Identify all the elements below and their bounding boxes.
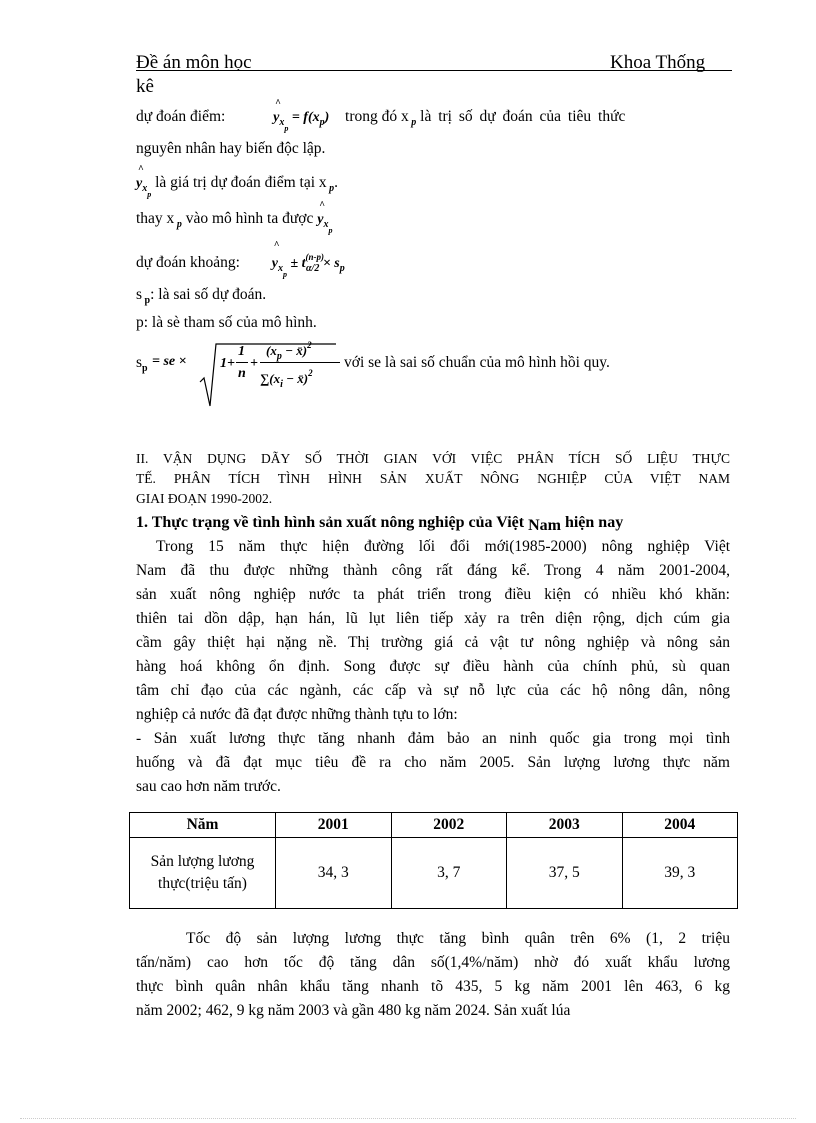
formula-text: trong đó x <box>345 108 409 125</box>
paragraph-3-line-3: thực bình quân nhân khẩu tăng nhanh tõ 435, 5 kg năm 2001 lên 463, 6 kg <box>136 978 730 995</box>
formula-y-hat: ^ $y_{x_p}$ <box>136 176 151 199</box>
table-cell: 3, 7 <box>391 838 507 909</box>
production-table <box>129 812 738 909</box>
paragraph-1-line-4: thiên tai dồn dập, hạn hán, lũ lụt liên tiếp xảy ra trên diện rộng, dịch cúm gia <box>136 610 730 627</box>
formula-text: là trị số dự đoán của tiêu thức <box>420 108 626 125</box>
formula-text: : là sai số dự đoán. <box>150 286 267 303</box>
header-title-continuation: kê <box>136 76 154 97</box>
table-row <box>130 838 738 909</box>
heading-part-3: hiện nay <box>564 514 624 531</box>
page-bottom-border <box>20 1118 796 1119</box>
section-title-line-2: TẾ. PHÂN TÍCH TÌNH HÌNH SẢN XUẤT NÔNG NGHIỆP CỦA VIỆT NAM <box>136 471 730 486</box>
table-header-cell: 2004 <box>622 813 738 838</box>
formula-line-point-forecast: dự đoán điểm: ^ $y_{x_p} = f(x_p)$ trong đó x $_p$ là trị số dự đoán của tiêu thức <box>136 108 625 133</box>
table-header-cell: 2002 <box>391 813 507 838</box>
formula-text: dự đoán khoảng: <box>136 254 240 271</box>
paragraph-3-line-1: Tốc độ sản lượng lương thực tăng bình quân trên 6% (1, 2 triệu <box>186 930 730 947</box>
formula-text: với se là sai số chuẩn của mô hình hồi quy. <box>344 354 610 371</box>
header-title-left: Đề án môn học <box>136 52 252 73</box>
table-cell: 34, 3 <box>276 838 392 909</box>
paragraph-1-line-7: tâm chỉ đạo của các ngành, các cấp và sự nỗ lực của các hộ nông dân, nông <box>136 682 730 699</box>
paragraph-1-line-1: Trong 15 năm thực hiện đường lối đổi mới(1985-2000) nông nghiệp Việt <box>156 538 730 555</box>
paragraph-2-line-3: sau cao hơn năm trước. <box>136 778 281 795</box>
table-header-row <box>130 813 738 838</box>
heading-part-1: 1. Thực trạng về tình hình sản xuất nông nghiệp của Việt <box>136 514 525 531</box>
section-title-line-1: II. VẬN DỤNG DÃY SỐ THỜI GIAN VỚI VIỆC PHÂN TÍCH SỐ LIỆU THỰC <box>136 451 730 466</box>
heading-part-2: Nam <box>528 517 561 534</box>
paragraph-3-line-4: năm 2002; 462, 9 kg năm 2003 và gần 480 kg năm 2024. Sản xuất lúa <box>136 1002 571 1019</box>
formula-line-interval <box>136 252 345 279</box>
formula-text: thay x <box>136 210 175 227</box>
table-header-cell: 2001 <box>276 813 392 838</box>
table-cell: 37, 5 <box>507 838 623 909</box>
formula-line-7: p: là sè tham số của mô hình. <box>136 314 317 331</box>
paragraph-2-line-1: - Sản xuất lương thực tăng nhanh đảm bảo an ninh quốc gia trong mọi tình <box>136 730 730 747</box>
paragraph-1-line-8: nghiệp cả nước đã đạt được những thành tựu to lớn: <box>136 706 458 723</box>
paragraph-1-line-5: cầm gây thiệt hại nặng nề. Thị trường giá cả vật tư nông nghiệp và nông sản <box>136 634 730 651</box>
paragraph-1-line-6: hàng hoá không ổn định. Song được sự điều hành của chính phủ, sù quan <box>136 658 730 675</box>
header-title-right: Khoa Thống <box>610 52 706 73</box>
subsection-heading <box>136 514 623 532</box>
formula-text: dự đoán điểm: <box>136 108 226 125</box>
table-header-cell: Năm <box>130 813 276 838</box>
paragraph-1-line-2: Nam đã thu được những thành công rất đáng kể. Trong 4 năm 2001-2004, <box>136 562 730 579</box>
table-row-label: Sản lượng lương thực(triệu tấn) <box>130 838 276 909</box>
formula-y-hat: ^ $y_{x_p}$ <box>317 212 332 235</box>
formula-line-2: nguyên nhân hay biến độc lập. <box>136 140 326 157</box>
formula-text: vào mô hình ta được <box>185 210 314 227</box>
formula-y-hat: ^ $y_{x_p} = f(x_p)$ <box>273 110 329 133</box>
paragraph-2-line-2: huống và đã đạt mục tiêu đề ra cho năm 2005. Sản lượng lương thực năm <box>136 754 730 771</box>
paragraph-3-line-2: tấn/năm) cao hơn tốc độ tăng dân số(1,4%/năm) nhờ đó xuất khẩu lương <box>136 954 730 971</box>
formula-line-3: ^ $y_{x_p}$ là giá trị dự đoán điểm tại x $_p$. <box>136 174 338 199</box>
header-divider <box>136 70 732 71</box>
table-cell: 39, 3 <box>622 838 738 909</box>
paragraph-1-line-3: sản xuất nông nghiệp nước ta phát triển trong điều kiện có nhiều khó khăn: <box>136 586 730 603</box>
section-title-line-3: GIAI ĐOẠN 1990-2002. <box>136 491 273 506</box>
formula-text: là giá trị dự đoán điểm tại x <box>155 174 327 191</box>
table-header-cell: 2003 <box>507 813 623 838</box>
formula-line-6: s $_p$: là sai số dự đoán. <box>136 286 267 306</box>
formula-line-4: thay x $_p$ vào mô hình ta được ^ $y_{x_p}$ <box>136 210 332 235</box>
formula-interval-expression: ^ $y_{x_p} \pm t^{(n-p)}_{\alpha/2} \times s_p$ <box>272 252 345 279</box>
